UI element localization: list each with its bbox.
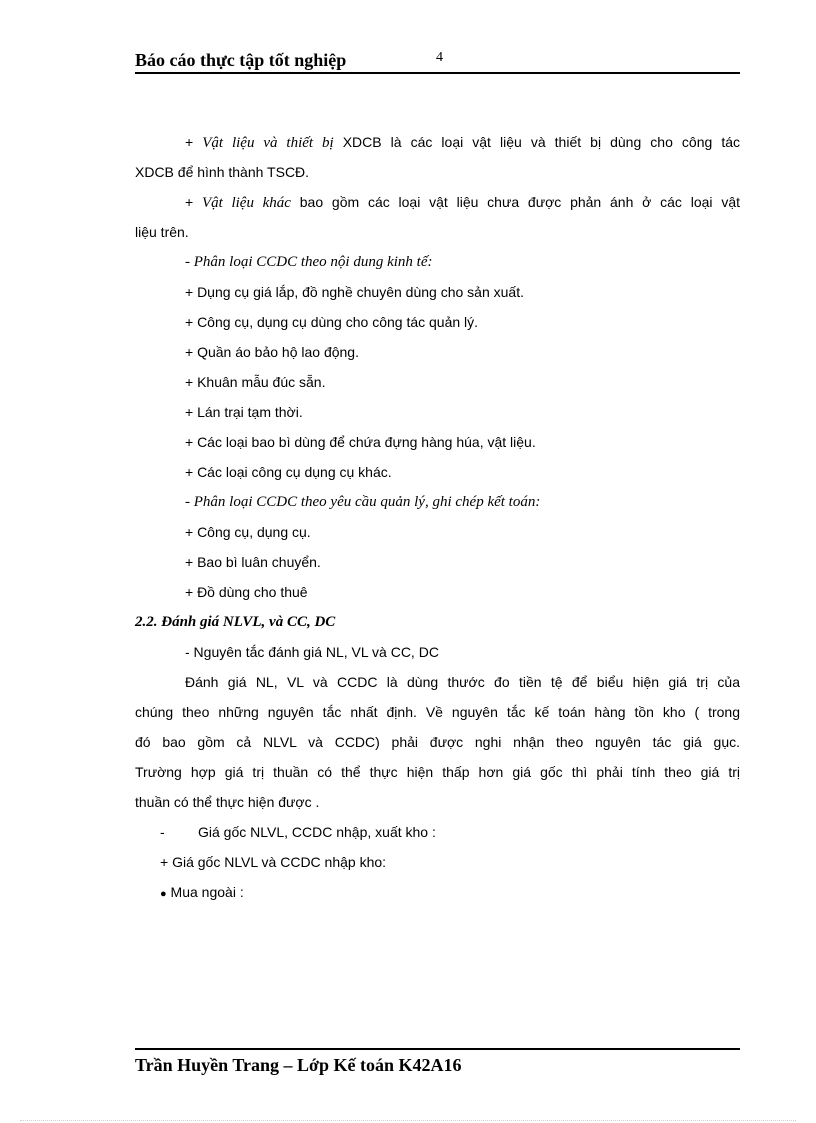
page-edge-divider — [20, 1120, 796, 1121]
paragraph-line — [185, 132, 740, 153]
list-item: + Công cụ, dụng cụ dùng cho công tác quản lý. — [185, 314, 479, 330]
text-run: XDCB là các loại vật liệu và thiết bị dùng cho công tác — [333, 134, 740, 150]
text-run: Giá gốc NLVL, CCDC nhập, xuất kho : — [198, 824, 436, 840]
paragraph-line: thuần có thể thực hiện được . — [135, 794, 320, 810]
list-item: + Khuân mẫu đúc sẵn. — [185, 374, 326, 390]
list-item: + Đồ dùng cho thuê — [185, 584, 308, 600]
paragraph-line: Đánh giá NL, VL và CCDC là dùng thước đo tiền tệ để biểu hiện giá trị của — [185, 674, 740, 690]
paragraph-line: đó bao gồm cả NLVL và CCDC) phải được nghi nhận theo nguyên tác giá gục. — [135, 734, 740, 750]
paragraph-line: XDCB để hình thành TSCĐ. — [135, 164, 310, 180]
paragraph-line: - Nguyên tắc đánh giá NL, VL và CC, DC — [185, 644, 439, 660]
list-item — [160, 882, 244, 904]
dash-marker: - — [160, 824, 165, 840]
section-heading: 2.2. Đánh giá NLVL, và CC, DC — [135, 614, 336, 630]
list-item: + Bao bì luân chuyển. — [185, 554, 321, 570]
list-item: + Các loại công cụ dụng cụ khác. — [185, 464, 392, 480]
list-item: + Công cụ, dụng cụ. — [185, 524, 311, 540]
header-title: Báo cáo thực tập tốt nghiệp — [135, 50, 347, 70]
text-run: bao gồm các loại vật liệu chưa được phản ánh ở các loại vật — [290, 194, 740, 210]
list-item: + Giá gốc NLVL và CCDC nhập kho: — [160, 854, 387, 870]
list-item: + Dụng cụ giá lắp, đồ nghề chuyên dùng cho sản xuất. — [185, 284, 524, 300]
italic-term: Vật liệu và thiết bị — [202, 135, 334, 151]
list-item — [160, 822, 436, 842]
text-run: + — [185, 134, 203, 150]
header-rule — [135, 72, 740, 74]
paragraph-line — [185, 192, 740, 213]
list-item: + Quần áo bảo hộ lao động. — [185, 344, 359, 360]
sub-heading: - Phân loại CCDC theo nội dung kinh tế: — [185, 254, 433, 270]
italic-term: Vật liệu khác — [201, 195, 291, 211]
footer-text: Trần Huyền Trang – Lớp Kế toán K42A16 — [135, 1055, 462, 1075]
paragraph-line: chúng theo những nguyên tắc nhất định. Về nguyên tắc kế toán hàng tồn kho ( trong — [135, 704, 740, 720]
paragraph-line: Trường hợp giá trị thuần có thể thực hiện thấp hơn giá gốc thì phải tính theo giá trị — [135, 764, 740, 780]
sub-heading: - Phân loại CCDC theo yêu cầu quản lý, ghi chép kết toán: — [185, 494, 541, 510]
text-run: Mua ngoài : — [166, 884, 244, 900]
text-run: + — [185, 194, 202, 210]
list-item: + Lán trại tạm thời. — [185, 404, 303, 420]
list-item: + Các loại bao bì dùng để chứa đựng hàng húa, vật liệu. — [185, 434, 536, 450]
bullet-icon: ● — [160, 888, 167, 900]
paragraph-line: liệu trên. — [135, 224, 189, 240]
footer-rule — [135, 1048, 740, 1050]
page-number: 4 — [436, 50, 443, 65]
